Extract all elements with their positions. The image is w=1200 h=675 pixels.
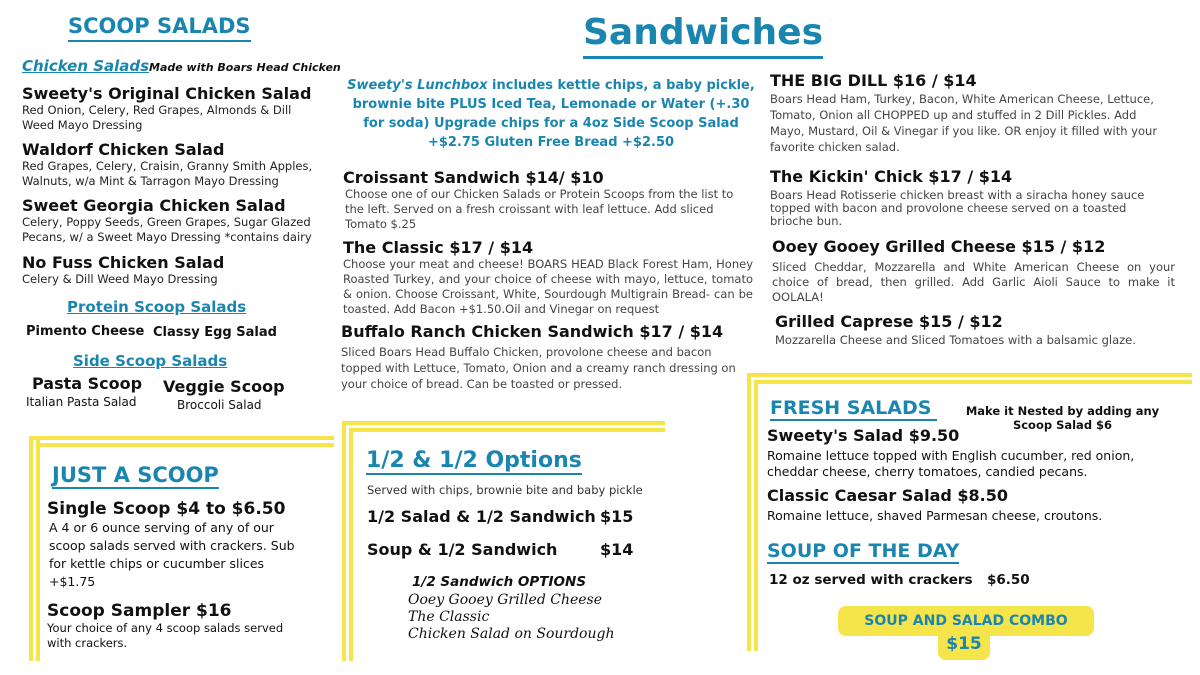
half-half-item: 1/2 Salad & 1/2 Sandwich — [367, 507, 596, 526]
item-name: Classic Caesar Salad $8.50 — [767, 486, 1009, 505]
half-half-price: $15 — [600, 507, 634, 526]
sandwich-item — [770, 71, 1165, 155]
soup-title: SOUP OF THE DAY — [767, 540, 960, 562]
fresh-salads-frame — [754, 380, 758, 651]
chicken-salad-item — [22, 84, 322, 133]
item-name: Sweety's Salad $9.50 — [767, 426, 960, 445]
item-desc: Sliced Cheddar, Mozzarella and White American Cheese on your choice of bread, then grilled. Add Garlic Aioli Sauce to make it OOLALA! — [772, 260, 1175, 304]
just-a-scoop-frame — [36, 443, 334, 447]
lunchbox-text: includes kettle chips, a baby pickle, brownie bite PLUS Iced Tea, Lemonade or Water (+.30 for soda) Upgrade chips for a 4oz Side Scoop Salad +$2.75 Gluten Free Bread +$2.50 — [352, 78, 755, 150]
item-desc: Red Onion, Celery, Red Grapes, Almonds & Dill Weed Mayo Dressing — [22, 103, 292, 132]
sandwich-item — [770, 167, 1165, 228]
sandwich-item — [341, 322, 736, 392]
side-item — [163, 377, 293, 412]
item-desc: A 4 or 6 ounce serving of any of our scoop salads served with crackers. Sub for kettle chips or cucumber slices +$1.75 — [49, 520, 295, 589]
chicken-salad-item — [22, 140, 322, 189]
side-item — [26, 374, 146, 409]
item-desc: Sliced Boars Head Buffalo Chicken, provolone cheese and bacon topped with Lettuce, Tomato, Onion and a creamy ranch dressing on your choice of bread. Can be toasted or pressed. — [341, 345, 736, 391]
item-desc: Romaine lettuce topped with English cucumber, red onion, cheddar cheese, cherry tomatoes, candied pecans. — [767, 448, 1135, 479]
soup-price: $6.50 — [987, 572, 1030, 588]
item-desc: Your choice of any 4 scoop salads served with crackers. — [47, 621, 284, 650]
just-a-scoop-title: JUST A SCOOP — [52, 463, 219, 487]
chicken-salad-item — [22, 196, 322, 245]
half-option: Ooey Gooey Grilled Cheese — [408, 592, 603, 608]
item-desc: Italian Pasta Salad — [26, 395, 137, 409]
item-name: The Classic $17 / $14 — [343, 238, 534, 257]
side-scoop-header: Side Scoop Salads — [73, 352, 228, 370]
item-desc: Mozzarella Cheese and Sliced Tomatoes with a balsamic glaze. — [775, 333, 1136, 347]
protein-scoop-header: Protein Scoop Salads — [67, 298, 247, 316]
item-name: The Kickin' Chick $17 / $14 — [770, 167, 1013, 186]
soup-salad-combo-price: $15 — [946, 634, 982, 654]
fresh-salads-frame — [754, 380, 1192, 384]
item-name: Grilled Caprese $15 / $12 — [775, 312, 1003, 331]
item-desc: Celery, Poppy Seeds, Green Grapes, Sugar Glazed Pecans, w/ a Sweet Mayo Dressing *contains dairy — [22, 215, 312, 244]
just-a-scoop-frame — [29, 436, 33, 661]
sandwich-item — [772, 237, 1175, 305]
just-a-scoop-frame — [29, 436, 334, 440]
half-half-title: 1/2 & 1/2 Options — [366, 448, 582, 473]
item-desc: Broccoli Salad — [177, 398, 262, 412]
half-options-list — [408, 592, 614, 643]
half-half-frame — [342, 421, 665, 425]
sandwich-item — [343, 168, 743, 232]
fresh-salad-item — [767, 486, 1187, 524]
sandwiches-title: Sandwiches — [583, 10, 823, 59]
fresh-salad-item — [767, 426, 1187, 480]
sandwich-item — [775, 312, 1170, 348]
scoop-item — [47, 601, 307, 651]
item-name: Scoop Sampler $16 — [47, 601, 232, 621]
half-half-frame — [349, 428, 665, 432]
item-desc: Boars Head Rotisserie chicken breast with a siracha honey sauce topped with bacon and provolone cheese served on a toasted brioche bun. — [770, 188, 1145, 228]
protein-item: Pimento Cheese — [26, 324, 145, 339]
half-half-price: $14 — [600, 540, 634, 559]
item-desc: Red Grapes, Celery, Craisin, Granny Smith Apples, Walnuts, w/a Mint & Tarragon Mayo Dressing — [22, 159, 313, 188]
half-half-subtitle: Served with chips, brownie bite and baby pickle — [367, 483, 643, 497]
fresh-salads-frame — [747, 373, 751, 651]
protein-item: Classy Egg Salad — [153, 325, 277, 340]
fresh-salads-frame — [747, 373, 1192, 377]
item-desc: Choose one of our Chicken Salads or Protein Scoops from the list to the left. Served on a fresh croissant with leaf lettuce. Add sliced Tomato $.25 — [345, 187, 734, 231]
item-name: Single Scoop $4 to $6.50 — [47, 499, 286, 519]
item-name: Sweety's Original Chicken Salad — [22, 84, 312, 103]
chicken-salads-header: Chicken Salads — [22, 57, 150, 75]
scoop-item — [47, 499, 307, 591]
item-name: Ooey Gooey Grilled Cheese $15 / $12 — [772, 237, 1106, 256]
half-half-frame — [349, 428, 353, 661]
item-desc: Celery & Dill Weed Mayo Dressing — [22, 272, 218, 286]
item-name: Pasta Scoop — [32, 374, 143, 393]
half-half-item: Soup & 1/2 Sandwich — [367, 540, 558, 559]
scoop-salads-title: SCOOP SALADS — [68, 14, 251, 42]
item-desc: Romaine lettuce, shaved Parmesan cheese, croutons. — [767, 508, 1103, 523]
half-option: The Classic — [408, 609, 490, 625]
fresh-salads-note: Make it Nested by adding any Scoop Salad $6 — [965, 404, 1160, 432]
lunchbox-info — [346, 76, 756, 152]
item-name: Waldorf Chicken Salad — [22, 140, 225, 159]
item-desc: Choose your meat and cheese! BOARS HEAD Black Forest Ham, Honey Roasted Turkey, and your choice of cheese with mayo, lettuce, tomato & onion. Choose Croissant, White, Sourdough Multigrain Bread- can be toasted. Add Bacon +$1.50.Oil and Vinegar on request — [343, 257, 753, 316]
item-name: Veggie Scoop — [163, 377, 285, 396]
just-a-scoop-frame — [36, 440, 40, 661]
sandwich-item — [343, 238, 753, 317]
half-half-frame — [342, 421, 346, 661]
fresh-salads-title: FRESH SALADS — [770, 397, 937, 421]
soup-salad-combo-label: SOUP AND SALAD COMBO — [864, 613, 1068, 629]
item-name: THE BIG DILL $16 / $14 — [770, 71, 977, 90]
chicken-salad-item — [22, 253, 322, 287]
item-name: Sweet Georgia Chicken Salad — [22, 196, 286, 215]
item-name: Croissant Sandwich $14/ $10 — [343, 168, 604, 187]
half-option: Chicken Salad on Sourdough — [408, 626, 615, 642]
half-options-title: 1/2 Sandwich OPTIONS — [412, 574, 587, 590]
item-name: No Fuss Chicken Salad — [22, 253, 225, 272]
soup-text: 12 oz served with crackers — [769, 572, 973, 588]
lunchbox-brand: Sweety's Lunchbox — [347, 78, 488, 93]
item-name: Buffalo Ranch Chicken Sandwich $17 / $14 — [341, 322, 724, 341]
item-desc: Boars Head Ham, Turkey, Bacon, White American Cheese, Lettuce, Tomato, Onion all CHOPPED up and stuffed in 2 Dill Pickles. Add Mayo, Mustard, Oil & Vinegar if you like. OR enjoy it filled with your favorite chicken salad. — [770, 92, 1158, 154]
chicken-salads-note: Made with Boars Head Chicken — [149, 61, 341, 74]
